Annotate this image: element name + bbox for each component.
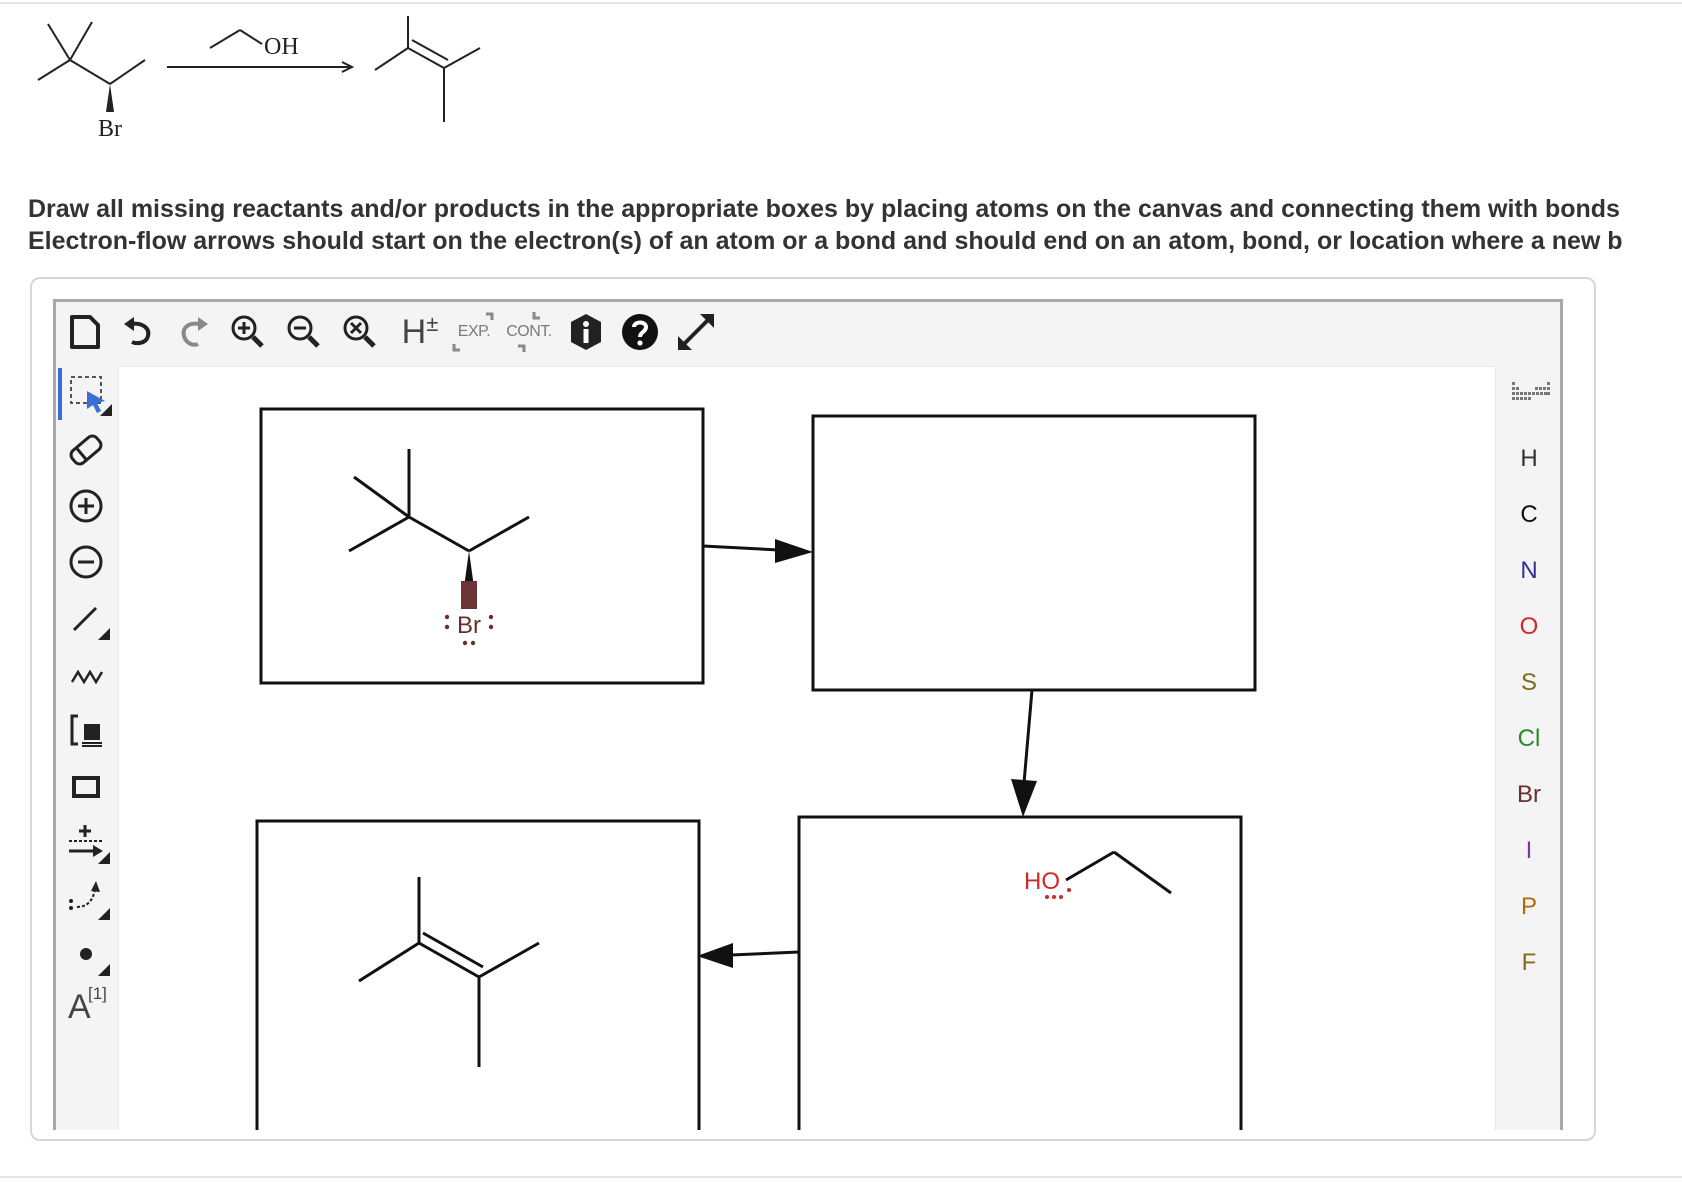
hydrogen-toggle-label: H — [401, 312, 427, 351]
top-toolbar — [56, 302, 1560, 362]
new-document-button[interactable] — [63, 310, 107, 354]
element-h-label: H — [1520, 445, 1538, 472]
negative-charge-tool[interactable] — [60, 536, 112, 588]
select-tool-expander-icon — [100, 404, 112, 416]
zoom-out-icon — [284, 312, 324, 352]
text-tool[interactable] — [60, 984, 112, 1036]
fullscreen-icon — [674, 310, 718, 354]
contract-button[interactable] — [504, 310, 554, 354]
box-reagent — [799, 817, 1241, 1130]
element-n-label: N — [1520, 557, 1538, 584]
element-cl-label: Cl — [1517, 725, 1541, 752]
rectangle-tool[interactable] — [60, 760, 112, 812]
element-br-label: Br — [1517, 781, 1541, 808]
element-i-label: I — [1525, 837, 1533, 864]
element-o-label: O — [1519, 613, 1539, 640]
bracket-tool[interactable] — [60, 704, 112, 756]
bottom-divider — [0, 1176, 1682, 1178]
drawing-canvas[interactable] — [118, 366, 1496, 1130]
periodic-table-icon[interactable] — [1512, 380, 1550, 406]
canvas-drawing — [119, 367, 1495, 1130]
expand-button[interactable] — [450, 310, 498, 354]
rectangle-icon — [66, 766, 106, 806]
eraser-icon — [66, 430, 106, 470]
instructions — [28, 193, 1682, 257]
text-tool-sup: [1] — [88, 984, 107, 1003]
positive-charge-tool[interactable] — [60, 480, 112, 532]
element-i[interactable] — [1498, 831, 1560, 871]
single-bond-tool[interactable] — [60, 592, 112, 644]
help-button[interactable] — [618, 310, 662, 354]
scheme-reagent-label: OH — [264, 34, 299, 60]
help-icon — [620, 312, 660, 352]
element-n[interactable] — [1498, 551, 1560, 591]
box-intermediate — [813, 416, 1255, 690]
top-divider — [0, 2, 1682, 4]
arrow-head-left — [697, 943, 733, 968]
fullscreen-button[interactable] — [674, 310, 718, 354]
curved-arrow-expander-icon — [98, 908, 110, 920]
info-button[interactable] — [564, 310, 608, 354]
bracket-icon — [66, 710, 106, 750]
undo-button[interactable] — [116, 310, 160, 354]
arrow-head-right — [775, 539, 813, 563]
element-c-label: C — [1520, 501, 1538, 528]
chain-tool[interactable] — [60, 648, 112, 700]
info-icon — [568, 312, 604, 352]
hydrogen-toggle-sup: ± — [426, 311, 439, 336]
chain-icon — [66, 654, 106, 694]
instruction-line-2: Electron-flow arrows should start on the electron(s) of an atom or a bond and should end on an atom, bond, or location where a new b — [28, 227, 1623, 255]
new-document-icon — [68, 313, 102, 351]
plus-charge-icon — [66, 486, 106, 526]
zoom-reset-button[interactable] — [338, 310, 382, 354]
expand-label: EXP. — [457, 323, 491, 340]
arrow-tool-expander-icon — [98, 852, 110, 864]
redo-icon — [176, 314, 212, 350]
zoom-in-icon — [228, 312, 268, 352]
curved-arrow-tool[interactable] — [60, 872, 112, 924]
element-s[interactable] — [1498, 663, 1560, 703]
radical-tool[interactable] — [60, 928, 112, 980]
hydrogen-toggle-button[interactable] — [394, 310, 446, 354]
element-p[interactable] — [1498, 887, 1560, 927]
chemical-drawing-editor — [53, 299, 1563, 1130]
element-f[interactable] — [1498, 943, 1560, 983]
arrow-head-down — [1011, 779, 1037, 817]
left-toolbar — [56, 364, 116, 1130]
eraser-tool[interactable] — [60, 424, 112, 476]
undo-icon — [120, 314, 156, 350]
reactant-br-label: Br — [457, 612, 481, 639]
element-br[interactable] — [1498, 775, 1560, 815]
element-p-label: P — [1520, 893, 1537, 920]
reagent-ho-label: HO — [1024, 868, 1060, 895]
scheme-br-label: Br — [98, 116, 122, 142]
element-f-label: F — [1521, 949, 1537, 976]
element-cl[interactable] — [1498, 719, 1560, 759]
element-o[interactable] — [1498, 607, 1560, 647]
reaction-arrow-tool[interactable] — [60, 816, 112, 868]
element-h[interactable] — [1498, 439, 1560, 479]
element-c[interactable] — [1498, 495, 1560, 535]
minus-charge-icon — [66, 542, 106, 582]
element-palette — [1498, 364, 1560, 1130]
element-s-label: S — [1520, 669, 1537, 696]
bond-tool-expander-icon — [98, 628, 110, 640]
contract-label: CONT. — [506, 323, 552, 340]
zoom-reset-icon — [340, 312, 380, 352]
select-tool[interactable] — [58, 368, 114, 420]
zoom-in-button[interactable] — [226, 310, 270, 354]
instruction-line-1: Draw all missing reactants and/or products in the appropriate boxes by placing atoms on the canvas and connecting them with bonds — [28, 195, 1620, 223]
text-tool-label: A — [68, 988, 91, 1026]
zoom-out-button[interactable] — [282, 310, 326, 354]
redo-button[interactable] — [172, 310, 216, 354]
radical-tool-expander-icon — [98, 964, 110, 976]
box-reactant — [261, 409, 703, 683]
reaction-scheme — [30, 10, 500, 145]
